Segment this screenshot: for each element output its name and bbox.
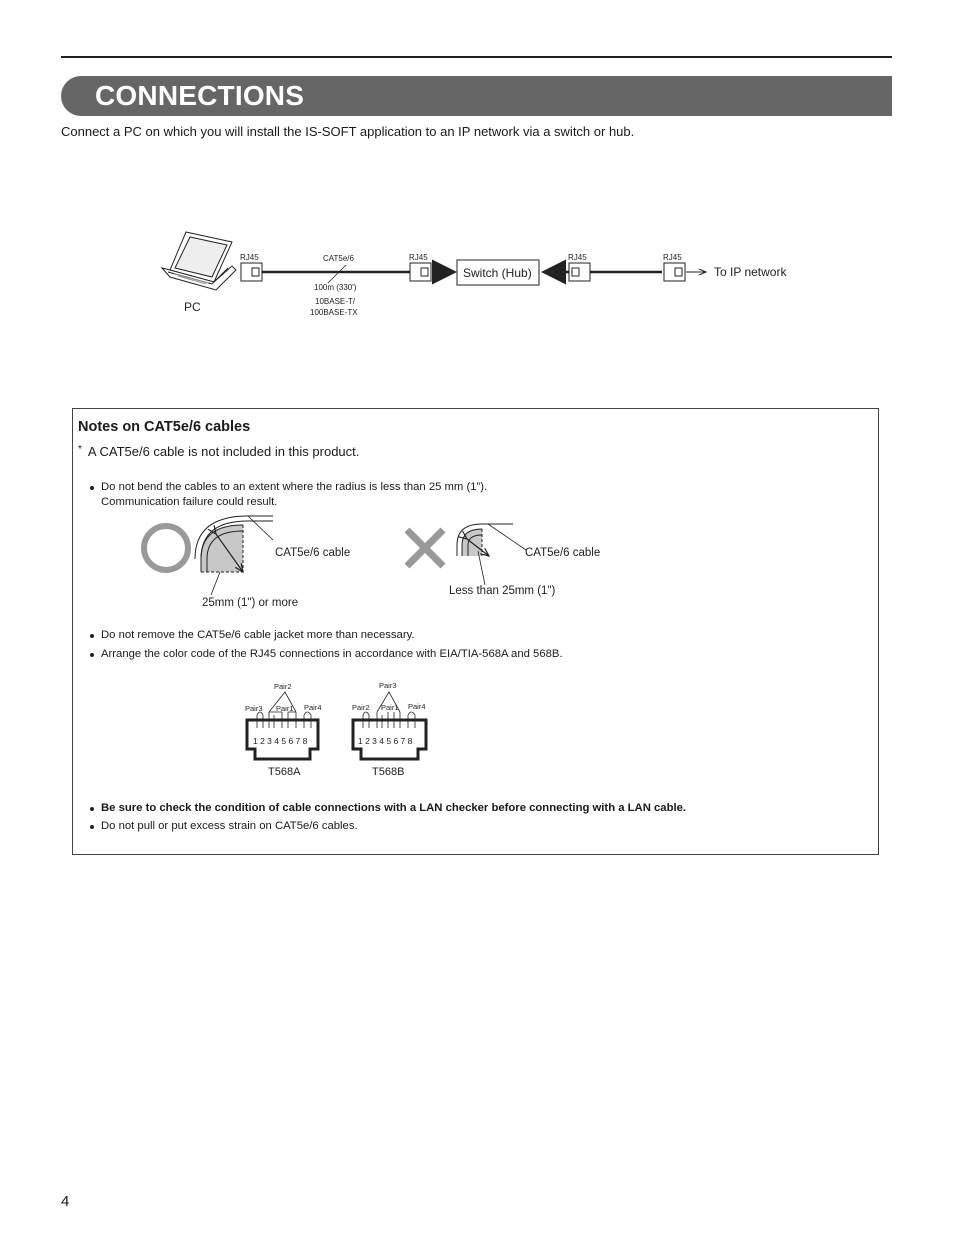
- rj45-connector-icon: [569, 263, 590, 281]
- cable-length-label: 100m (330'): [314, 283, 357, 292]
- t568a-top-pair: Pair2: [274, 682, 292, 691]
- lan-checker-note: Be sure to check the condition of cable connections with a LAN checker before connecting with a LAN cable.: [101, 802, 687, 814]
- jacket-note: Do not remove the CAT5e/6 cable jacket more than necessary.: [101, 629, 415, 641]
- strain-note: Do not pull or put excess strain on CAT5e/6 cables.: [101, 820, 358, 832]
- ng-cable-label: CAT5e/6 cable: [525, 547, 601, 559]
- ng-radius-label: Less than 25mm (1"): [449, 585, 556, 597]
- t568a-center-pair: Pair1: [276, 704, 294, 713]
- laptop-icon: [162, 232, 236, 290]
- network-label: To IP network: [714, 265, 787, 279]
- t568a-label: T568A: [268, 766, 301, 778]
- rj45-connector-icon: [664, 263, 685, 281]
- rj45-label: RJ45: [663, 253, 682, 262]
- switch-label: Switch (Hub): [463, 266, 532, 280]
- color-code-note: Arrange the color code of the RJ45 connections in accordance with EIA/TIA-568A and 568B.: [101, 648, 563, 660]
- t568b-pins: 1 2 3 4 5 6 7 8: [358, 736, 413, 746]
- bend-note-line2: Communication failure could result.: [101, 496, 278, 508]
- t568b-left-pair: Pair2: [352, 703, 370, 712]
- asterisk-note-text: A CAT5e/6 cable is not included in this product.: [87, 444, 360, 459]
- t568a-right-pair: Pair4: [304, 703, 322, 712]
- ok-circle-icon: [144, 526, 188, 570]
- page-title: CONNECTIONS: [95, 80, 305, 111]
- rj45-label: RJ45: [568, 253, 587, 262]
- bend-note-line1: Do not bend the cables to an extent where the radius is less than 25 mm (1”).: [101, 481, 488, 493]
- ok-bend-diagram: [195, 516, 273, 595]
- t568a-left-pair: Pair3: [245, 704, 263, 713]
- pc-label: PC: [184, 300, 201, 314]
- rj45-label: RJ45: [409, 253, 428, 262]
- notes-title: Notes on CAT5e/6 cables: [78, 419, 251, 435]
- t568b-top-pair: Pair3: [379, 681, 397, 690]
- intro-text: Connect a PC on which you will install the IS-SOFT application to an IP network via a switch or hub.: [61, 124, 635, 139]
- page-number: 4: [61, 1193, 70, 1210]
- t568a-pins: 1 2 3 4 5 6 7 8: [253, 736, 308, 746]
- cable-standard-label: 100BASE-TX: [310, 308, 358, 317]
- notes-box: [72, 408, 879, 855]
- cable-type-label: CAT5e/6: [323, 254, 354, 263]
- ng-cross-icon: [407, 530, 443, 566]
- rj45-connector-icon: [241, 263, 262, 281]
- ng-bend-diagram: [457, 524, 526, 585]
- asterisk-mark: *: [78, 444, 82, 455]
- t568b-right-pair: Pair4: [408, 702, 426, 711]
- ok-cable-label: CAT5e/6 cable: [275, 547, 351, 559]
- t568b-center-pair: Pair1: [381, 703, 399, 712]
- t568b-label: T568B: [372, 766, 405, 778]
- rj45-label: RJ45: [240, 253, 259, 262]
- cable-leader-line: [328, 265, 346, 283]
- ok-radius-label: 25mm (1") or more: [202, 597, 299, 609]
- cable-standard-label: 10BASE-T/: [315, 297, 356, 306]
- rj45-connector-icon: [410, 263, 431, 281]
- connection-diagram: [0, 0, 954, 400]
